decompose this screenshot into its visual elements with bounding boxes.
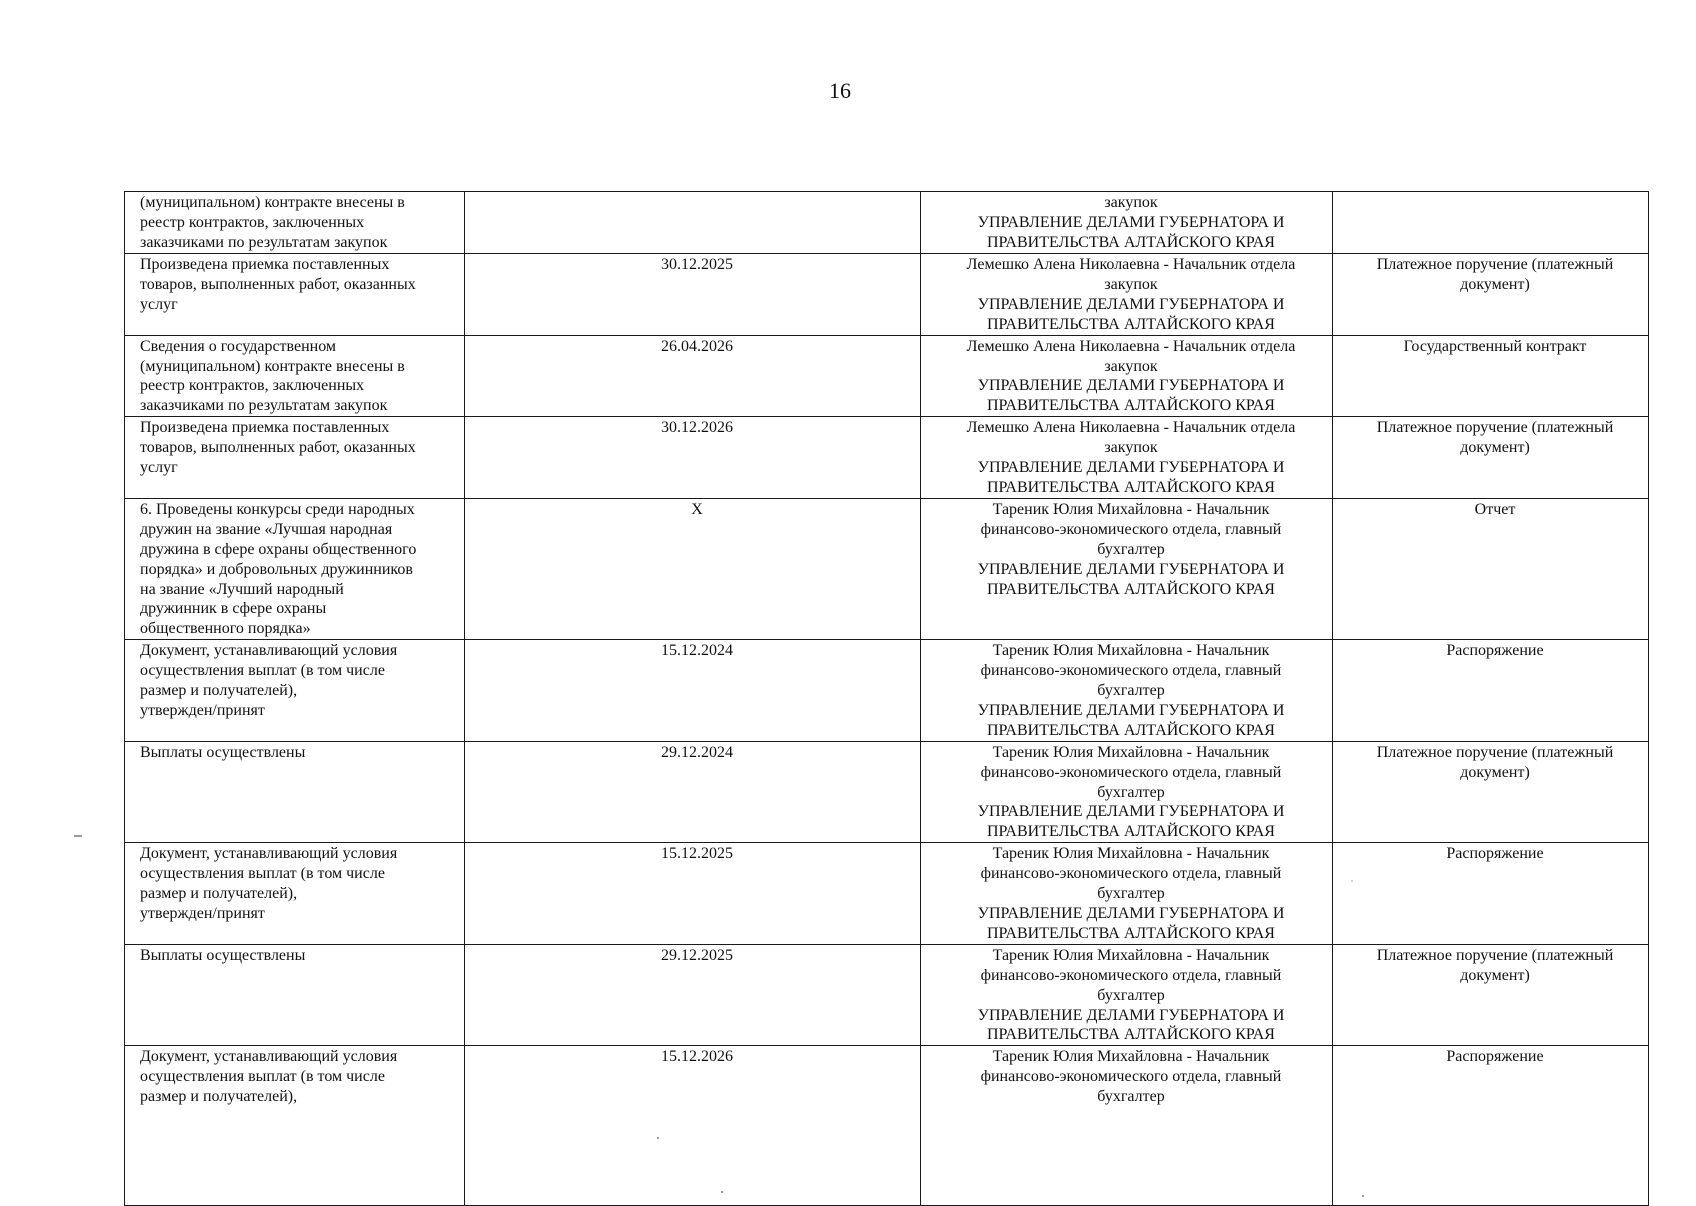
date-cell — [465, 254, 921, 336]
cell-line: ПРАВИТЕЛЬСТВА АЛТАЙСКОГО КРАЯ — [987, 233, 1275, 251]
cell-line: 30.12.2025 — [661, 256, 733, 273]
cell-line: Документ, устанавливающий условия — [140, 845, 398, 863]
cell-line: документ) — [1460, 275, 1530, 293]
task-cell — [125, 254, 465, 336]
document-cell — [1333, 254, 1649, 336]
table-row — [125, 843, 1649, 945]
document-cell — [1333, 335, 1649, 417]
cell-line: заказчиками по результатам закупок — [140, 397, 388, 415]
cell-line: УПРАВЛЕНИЕ ДЕЛАМИ ГУБЕРНАТОРА И — [977, 377, 1285, 395]
cell-line: Платежное поручение (платежный — [1376, 946, 1614, 964]
cell-line: Произведена приемка поставленных — [140, 419, 390, 437]
cell-line: финансово-экономического отдела, главный — [980, 966, 1282, 984]
responsible-cell — [921, 417, 1333, 499]
document-cell — [1333, 843, 1649, 945]
document-cell — [1333, 498, 1649, 639]
cell-line: ПРАВИТЕЛЬСТВА АЛТАЙСКОГО КРАЯ — [987, 397, 1275, 415]
cell-line: Тареник Юлия Михайловна - Начальник — [992, 845, 1270, 863]
cell-line: документ) — [1460, 439, 1530, 457]
document-cell — [1333, 741, 1649, 843]
cell-line: Распоряжение — [1446, 1048, 1544, 1066]
cell-line: УПРАВЛЕНИЕ ДЕЛАМИ ГУБЕРНАТОРА И — [977, 560, 1285, 578]
date-cell — [465, 335, 921, 417]
task-cell — [125, 1046, 465, 1206]
cell-line: финансово-экономического отдела, главный — [980, 763, 1282, 781]
cell-line: Тареник Юлия Михайловна - Начальник — [992, 1048, 1270, 1066]
date-cell — [465, 944, 921, 1046]
cell-line: 29.12.2024 — [661, 743, 733, 761]
table-row — [125, 640, 1649, 742]
document-cell — [1333, 944, 1649, 1046]
date-cell — [465, 741, 921, 843]
cell-line: (муниципальном) контракте внесены в — [140, 357, 405, 375]
date-cell — [465, 498, 921, 639]
cell-line: Лемешко Алена Николаевна - Начальник отдела — [966, 256, 1296, 273]
cell-line: бухгалтер — [1097, 986, 1165, 1004]
cell-line: Выплаты осуществлены — [140, 743, 306, 761]
cell-line: финансово-экономического отдела, главный — [980, 520, 1282, 538]
cell-line: размер и получателей), — [140, 1088, 298, 1106]
cell-line: ПРАВИТЕЛЬСТВА АЛТАЙСКОГО КРАЯ — [987, 823, 1275, 841]
cell-line: документ) — [1460, 966, 1530, 984]
cell-line: 30.12.2026 — [661, 419, 733, 437]
cell-line: закупок — [1104, 357, 1158, 375]
cell-line: осуществления выплат (в том числе — [140, 865, 385, 883]
cell-line: бухгалтер — [1097, 885, 1165, 903]
responsible-cell — [921, 335, 1333, 417]
plan-table — [124, 191, 1649, 1206]
cell-line: ПРАВИТЕЛЬСТВА АЛТАЙСКОГО КРАЯ — [987, 1026, 1275, 1044]
page-number: 16 — [829, 78, 851, 103]
task-cell — [125, 498, 465, 639]
responsible-cell — [921, 498, 1333, 639]
cell-line: финансово-экономического отдела, главный — [980, 1068, 1282, 1086]
cell-line: Лемешко Алена Николаевна - Начальник отдела — [966, 337, 1296, 355]
cell-line: утвержден/принят — [140, 701, 265, 719]
cell-line: реестр контрактов, заключенных — [140, 377, 365, 395]
cell-line: УПРАВЛЕНИЕ ДЕЛАМИ ГУБЕРНАТОРА И — [977, 803, 1285, 821]
cell-line: утвержден/принят — [140, 905, 265, 922]
table-row — [125, 417, 1649, 499]
cell-line: общественного порядка» — [140, 620, 311, 638]
cell-line: товаров, выполненных работ, оказанных — [140, 275, 416, 293]
cell-line: ПРАВИТЕЛЬСТВА АЛТАЙСКОГО КРАЯ — [987, 924, 1275, 942]
table-row — [125, 254, 1649, 336]
cell-line: бухгалтер — [1097, 783, 1165, 801]
cell-line: дружин на звание «Лучшая народная — [140, 520, 393, 538]
document-cell — [1333, 192, 1649, 254]
cell-line: услуг — [140, 295, 178, 313]
cell-line: УПРАВЛЕНИЕ ДЕЛАМИ ГУБЕРНАТОРА И — [977, 701, 1285, 719]
responsible-cell — [921, 254, 1333, 336]
cell-line: размер и получателей), — [140, 885, 298, 903]
cell-line: УПРАВЛЕНИЕ ДЕЛАМИ ГУБЕРНАТОРА И — [977, 295, 1285, 313]
cell-line: порядка» и добровольных дружинников — [140, 560, 413, 578]
table-row — [125, 192, 1649, 254]
task-cell — [125, 417, 465, 499]
cell-line: заказчиками по результатам закупок — [140, 233, 388, 251]
cell-line: реестр контрактов, заключенных — [140, 213, 365, 231]
task-cell — [125, 843, 465, 945]
cell-line: закупок — [1104, 275, 1158, 293]
responsible-cell — [921, 843, 1333, 945]
table-row — [125, 335, 1649, 417]
cell-line: 29.12.2025 — [661, 946, 733, 964]
cell-line: Отчет — [1474, 500, 1516, 518]
cell-line: Платежное поручение (платежный — [1376, 256, 1614, 273]
cell-line: товаров, выполненных работ, оказанных — [140, 439, 416, 457]
table-row — [125, 741, 1649, 843]
cell-line: осуществления выплат (в том числе — [140, 1068, 385, 1086]
date-cell — [465, 192, 921, 254]
cell-line: Документ, устанавливающий условия — [140, 642, 398, 660]
cell-line: ПРАВИТЕЛЬСТВА АЛТАЙСКОГО КРАЯ — [987, 580, 1275, 598]
cell-line: документ) — [1460, 763, 1530, 781]
cell-line: 15.12.2024 — [661, 642, 733, 660]
cell-line: Распоряжение — [1446, 845, 1544, 863]
cell-line: бухгалтер — [1097, 682, 1165, 700]
date-cell — [465, 1046, 921, 1206]
cell-line: Тареник Юлия Михайловна - Начальник — [992, 500, 1270, 518]
date-cell — [465, 640, 921, 742]
cell-line: УПРАВЛЕНИЕ ДЕЛАМИ ГУБЕРНАТОРА И — [977, 905, 1285, 922]
cell-line: ПРАВИТЕЛЬСТВА АЛТАЙСКОГО КРАЯ — [987, 478, 1275, 496]
cell-line: осуществления выплат (в том числе — [140, 662, 385, 680]
cell-line: УПРАВЛЕНИЕ ДЕЛАМИ ГУБЕРНАТОРА И — [977, 213, 1285, 231]
cell-line: 15.12.2025 — [661, 845, 733, 863]
cell-line: Лемешко Алена Николаевна - Начальник отдела — [966, 419, 1296, 437]
cell-line: X — [691, 500, 703, 518]
task-cell — [125, 640, 465, 742]
cell-line: бухгалтер — [1097, 1088, 1165, 1106]
task-cell — [125, 192, 465, 254]
cell-line: (муниципальном) контракте внесены в — [140, 194, 405, 211]
cell-line: 26.04.2026 — [661, 337, 733, 355]
cell-line: ПРАВИТЕЛЬСТВА АЛТАЙСКОГО КРАЯ — [987, 315, 1275, 333]
cell-line: Документ, устанавливающий условия — [140, 1048, 398, 1066]
cell-line: закупок — [1104, 439, 1158, 457]
cell-line: Государственный контракт — [1403, 337, 1587, 355]
task-cell — [125, 335, 465, 417]
cell-line: Выплаты осуществлены — [140, 946, 306, 964]
cell-line: закупок — [1104, 194, 1158, 211]
responsible-cell — [921, 944, 1333, 1046]
responsible-cell — [921, 741, 1333, 843]
cell-line: 15.12.2026 — [661, 1048, 733, 1066]
cell-line: дружина в сфере охраны общественного — [140, 540, 417, 558]
table-row — [125, 498, 1649, 639]
table-row — [125, 944, 1649, 1046]
document-cell — [1333, 640, 1649, 742]
cell-line: дружинник в сфере охраны — [140, 600, 327, 618]
cell-line: УПРАВЛЕНИЕ ДЕЛАМИ ГУБЕРНАТОРА И — [977, 1006, 1285, 1024]
cell-line: УПРАВЛЕНИЕ ДЕЛАМИ ГУБЕРНАТОРА И — [977, 459, 1285, 477]
task-cell — [125, 741, 465, 843]
responsible-cell — [921, 1046, 1333, 1206]
table-body — [125, 192, 1649, 1206]
cell-line: Произведена приемка поставленных — [140, 256, 390, 273]
date-cell — [465, 417, 921, 499]
cell-line: бухгалтер — [1097, 540, 1165, 558]
date-cell — [465, 843, 921, 945]
cell-line: Тареник Юлия Михайловна - Начальник — [992, 946, 1270, 964]
cell-line: Платежное поручение (платежный — [1376, 419, 1614, 437]
cell-line: ПРАВИТЕЛЬСТВА АЛТАЙСКОГО КРАЯ — [987, 721, 1275, 739]
cell-line: Тареник Юлия Михайловна - Начальник — [992, 642, 1270, 660]
cell-line: Сведения о государственном — [140, 337, 337, 355]
cell-line: на звание «Лучший народный — [140, 580, 344, 598]
cell-line: финансово-экономического отдела, главный — [980, 865, 1282, 883]
cell-line: финансово-экономического отдела, главный — [980, 662, 1282, 680]
document-cell — [1333, 1046, 1649, 1206]
cell-line: Тареник Юлия Михайловна - Начальник — [992, 743, 1270, 761]
table-row — [125, 1046, 1649, 1206]
cell-line: 6. Проведены конкурсы среди народных — [140, 500, 415, 518]
cell-line: Платежное поручение (платежный — [1376, 743, 1614, 761]
cell-line: размер и получателей), — [140, 682, 298, 700]
cell-line: услуг — [140, 459, 178, 477]
responsible-cell — [921, 640, 1333, 742]
cell-line: Распоряжение — [1446, 642, 1544, 660]
responsible-cell — [921, 192, 1333, 254]
task-cell — [125, 944, 465, 1046]
document-cell — [1333, 417, 1649, 499]
